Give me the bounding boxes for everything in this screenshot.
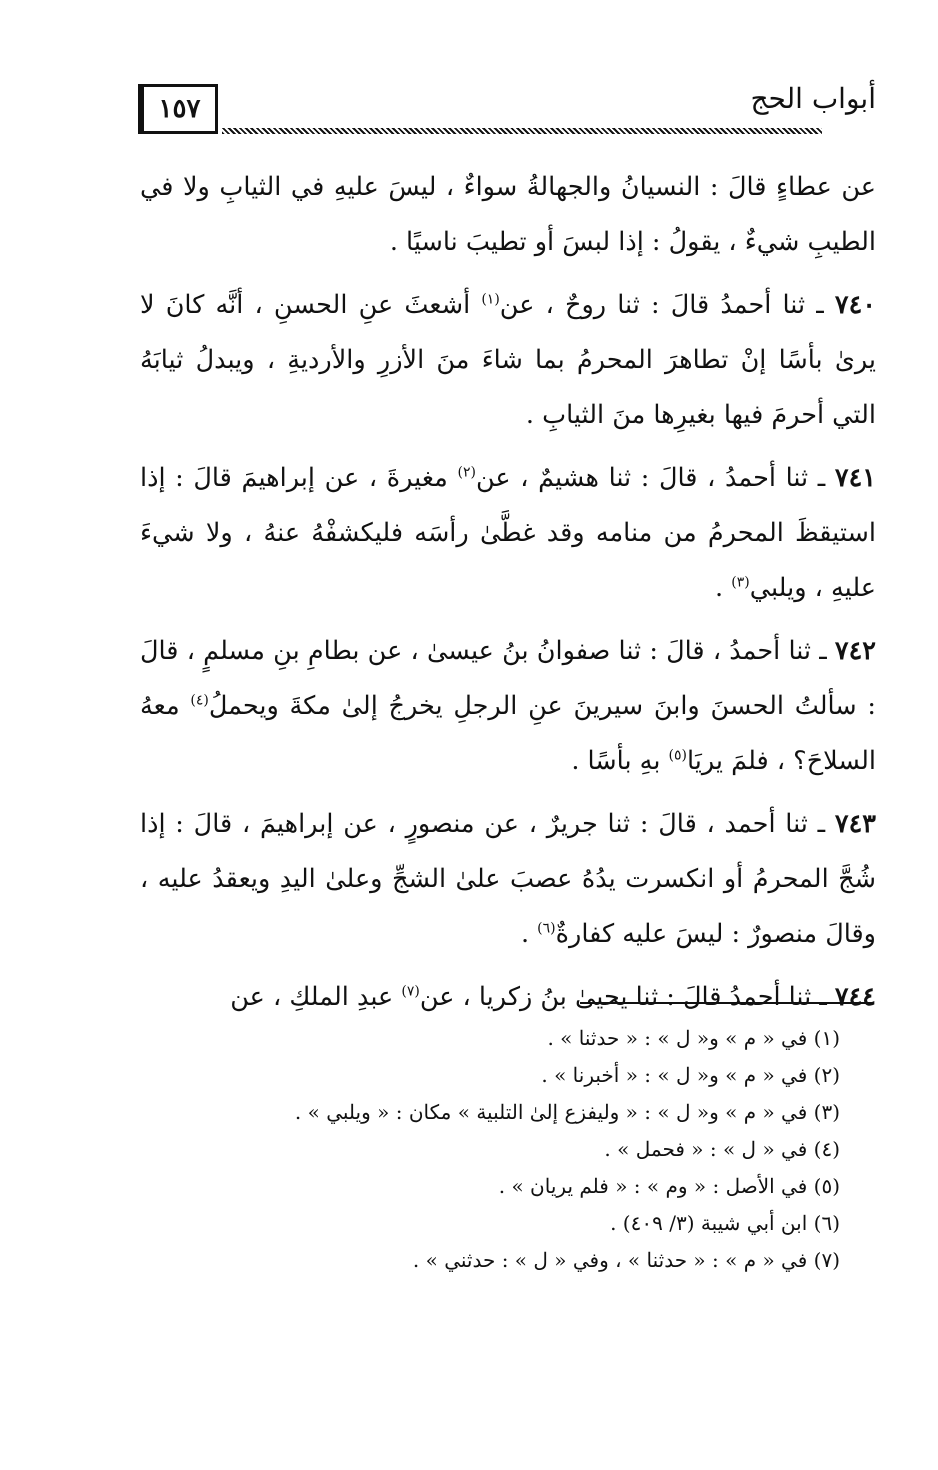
hadith-number: ٧٤٠ [834, 290, 876, 320]
hadith-text: عبدِ الملكِ ، عن [230, 982, 402, 1012]
main-text [140, 160, 876, 1033]
hadith-number: ٧٤٢ [834, 636, 876, 666]
hadith-number: ٧٤٤ [834, 982, 876, 1012]
footnote: (٣) في « م » و« ل » : « وليفزع إلىٰ التلبية » مكان : « ويلبي » . [294, 1100, 840, 1124]
hadith-text: ـ ثنا أحمدُ قالَ : ثنا روحٌ ، عن [499, 290, 835, 320]
footnote-marker: (٣) [731, 574, 750, 591]
hadith-text: بهِ بأسًا . [571, 746, 669, 776]
hadith-text: . [520, 919, 538, 949]
hadith-text: ـ ثنا أحمدُ ، قالَ : ثنا هشيمٌ ، عن [475, 463, 835, 493]
paragraph-740 [140, 278, 876, 443]
hadith-text: معهُ السلاحَ؟ ، فلمَ يريَا [140, 691, 876, 776]
hadith-text: أشعثَ عنِ الحسنِ ، أنَّه كانَ لا يرىٰ بأسًا إنْ تطاهرَ المحرمُ بما شاءَ منَ الأزرِ والأرديةِ ، ويبدلُ ثيابَهُ التي أحرمَ فيها بغيرِها منَ الثيابِ . [140, 290, 876, 430]
hadith-text: ـ ثنا أحمدُ قالَ : ثنا يحيىٰ بنُ زكريا ، عن [419, 982, 835, 1012]
footnote: (٥) في الأصل : « وم » : « فلم يريان » . [498, 1174, 840, 1198]
hadith-number: ٧٤٣ [834, 809, 876, 839]
hadith-text: ـ ثنا أحمد ، قالَ : ثنا جريرٌ ، عن منصورٍ ، عن إبراهيمَ ، قالَ : إذا شُجَّ المحرمُ أو انكسرت يدُهُ عصبَ علىٰ الشجِّ وعلىٰ اليدِ ويعقدُ عليه ، وقالَ منصورٌ : ليسَ عليه كفارةٌ [140, 809, 876, 949]
footnotes [294, 1020, 840, 1279]
paragraph-intro: عن عطاءٍ قالَ : النسيانُ والجهالةُ سواءٌ ، ليسَ عليهِ في الثيابِ ولا في الطيبِ شيءٌ ، يقولُ : إذا لبسَ أو تطيبَ ناسيًا . [140, 172, 876, 257]
paragraph-744 [140, 970, 876, 1025]
footnote-marker: (٦) [537, 920, 556, 937]
footnote-marker: (٤) [190, 692, 209, 709]
footnote-separator [580, 1002, 874, 1004]
paragraph-742 [140, 624, 876, 789]
hadith-text: مغيرةَ ، عن إبراهيمَ قالَ : إذا استيقظَ المحرمُ من منامه وقد غطَّىٰ رأسَه فليكشفْهُ عنهُ ، ولا شيءَ عليهِ ، ويلبي [140, 463, 876, 603]
hadith-text: ـ ثنا أحمدُ ، قالَ : ثنا صفوانُ بنُ عيسىٰ ، عن بطامِ بنِ مسلمٍ ، قالَ : سألتُ الحسنَ وابنَ سيرينَ عنِ الرجلِ يخرجُ إلىٰ مكةَ ويحملُ [140, 636, 876, 721]
paragraph-741 [140, 451, 876, 616]
page-number-box [138, 84, 218, 134]
page-number: ١٥٧ [158, 94, 201, 124]
footnote-marker: (٥) [668, 747, 687, 764]
footnote: (١) في « م » و« ل » : « حدثنا » . [547, 1026, 840, 1050]
footnote: (٧) في « م » : « حدثنا » ، وفي « ل » : حدثني » . [412, 1248, 840, 1272]
paragraph-743 [140, 797, 876, 962]
footnote: (٤) في « ل » : « فحمل » . [604, 1137, 840, 1161]
header-rule [222, 128, 822, 134]
hadith-text: . [715, 573, 732, 603]
hadith-number: ٧٤١ [834, 463, 876, 493]
footnote-marker: (١) [481, 291, 500, 308]
footnote-marker: (٧) [401, 983, 420, 1000]
footnote: (٢) في « م » و« ل » : « أخبرنا » . [541, 1063, 840, 1087]
footnote: (٦) ابن أبي شيبة (٣/ ٤٠٩) . [610, 1211, 840, 1235]
running-title: أبواب الحج [750, 82, 876, 115]
page-header [138, 78, 876, 140]
footnote-marker: (٢) [457, 464, 476, 481]
